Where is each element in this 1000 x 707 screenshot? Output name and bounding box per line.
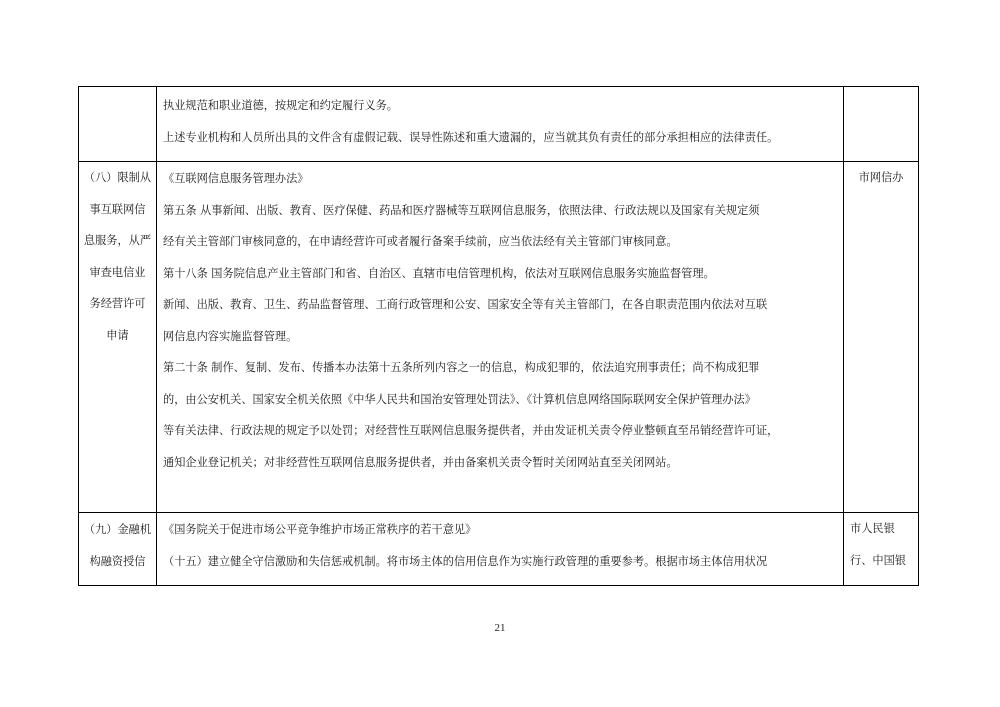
- basis-line: 第二十条 制作、复制、发布、传播本办法第十五条所列内容之一的信息，构成犯罪的，依法追究刑事责任；尚不构成犯罪: [163, 361, 760, 374]
- basis-line: （十五）建立健全守信激励和失信惩戒机制。将市场主体的信用信息作为实施行政管理的重要参考。根据市场主体信用状况: [163, 554, 768, 568]
- measure-line: 审查电信业: [89, 265, 146, 279]
- measure-line: 构融资授信: [89, 554, 146, 568]
- basis-line: 《国务院关于促进市场公平竞争维护市场正常秩序的若干意见》: [163, 523, 477, 536]
- measure-line: 息服务，从严: [83, 234, 152, 247]
- measure-line: 申请: [106, 328, 129, 342]
- department-line: 市网信办: [858, 171, 904, 184]
- measure-cell: [79, 162, 157, 513]
- measure-cell: [79, 87, 157, 162]
- basis-line: 《互联网信息服务管理办法》: [163, 172, 309, 185]
- department-cell: [844, 87, 919, 162]
- basis-line: 第五条 从事新闻、出版、教育、医疗保健、药品和医疗器械等互联网信息服务，依照法律、行政法规以及国家有关规定须: [163, 203, 760, 217]
- regulation-table: [78, 86, 919, 586]
- measure-line: （九）金融机: [83, 523, 152, 536]
- basis-line: 经有关主管部门审核同意的，在申请经营许可或者履行备案手续前，应当依法经有关主管部门审核同意。: [163, 235, 678, 248]
- basis-line: 等有关法律、行政法规的规定予以处罚；对经营性互联网信息服务提供者，并由发证机关责令停业整顿直至吊销经营许可证，: [163, 424, 779, 437]
- page-number: 21: [494, 622, 506, 634]
- department-line: 行、中国银: [850, 553, 906, 567]
- table-row: [79, 162, 919, 513]
- basis-line: 通知企业登记机关；对非经营性互联网信息服务提供者，并由备案机关责令暂时关闭网站直至关闭网站。: [163, 455, 678, 469]
- measure-line: 务经营许可: [89, 297, 146, 310]
- measure-line: （八）限制从: [83, 171, 152, 184]
- table-row: [79, 513, 919, 586]
- basis-line: 网信息内容实施监督管理。: [163, 329, 298, 343]
- table-row: [79, 87, 919, 162]
- basis-cell: [157, 513, 844, 586]
- basis-line: 第十八条 国务院信息产业主管部门和省、自治区、直辖市电信管理机构，依法对互联网信息服务实施监督管理。: [163, 266, 715, 280]
- department-cell: [844, 513, 919, 586]
- department-line: 市人民银: [850, 522, 895, 535]
- measure-line: 事互联网信: [89, 202, 146, 216]
- measure-cell: [79, 513, 157, 586]
- basis-line: 的，由公安机关、国家安全机关依照《中华人民共和国治安管理处罚法》、《计算机信息网络国际联网安全保护管理办法》: [163, 392, 756, 406]
- basis-cell: [157, 162, 844, 513]
- department-cell: [844, 162, 919, 513]
- basis-line: 新闻、出版、教育、卫生、药品监督管理、工商行政管理和公安、国家安全等有关主管部门，在各自职责范围内依法对互联: [163, 298, 768, 311]
- basis-line: 执业规范和职业道德，按规定和约定履行义务。: [163, 99, 398, 112]
- basis-cell: [157, 87, 844, 162]
- basis-line: 上述专业机构和人员所出具的文件含有虚假记载、误导性陈述和重大遗漏的，应当就其负有责任的部分承担相应的法律责任。: [163, 130, 779, 144]
